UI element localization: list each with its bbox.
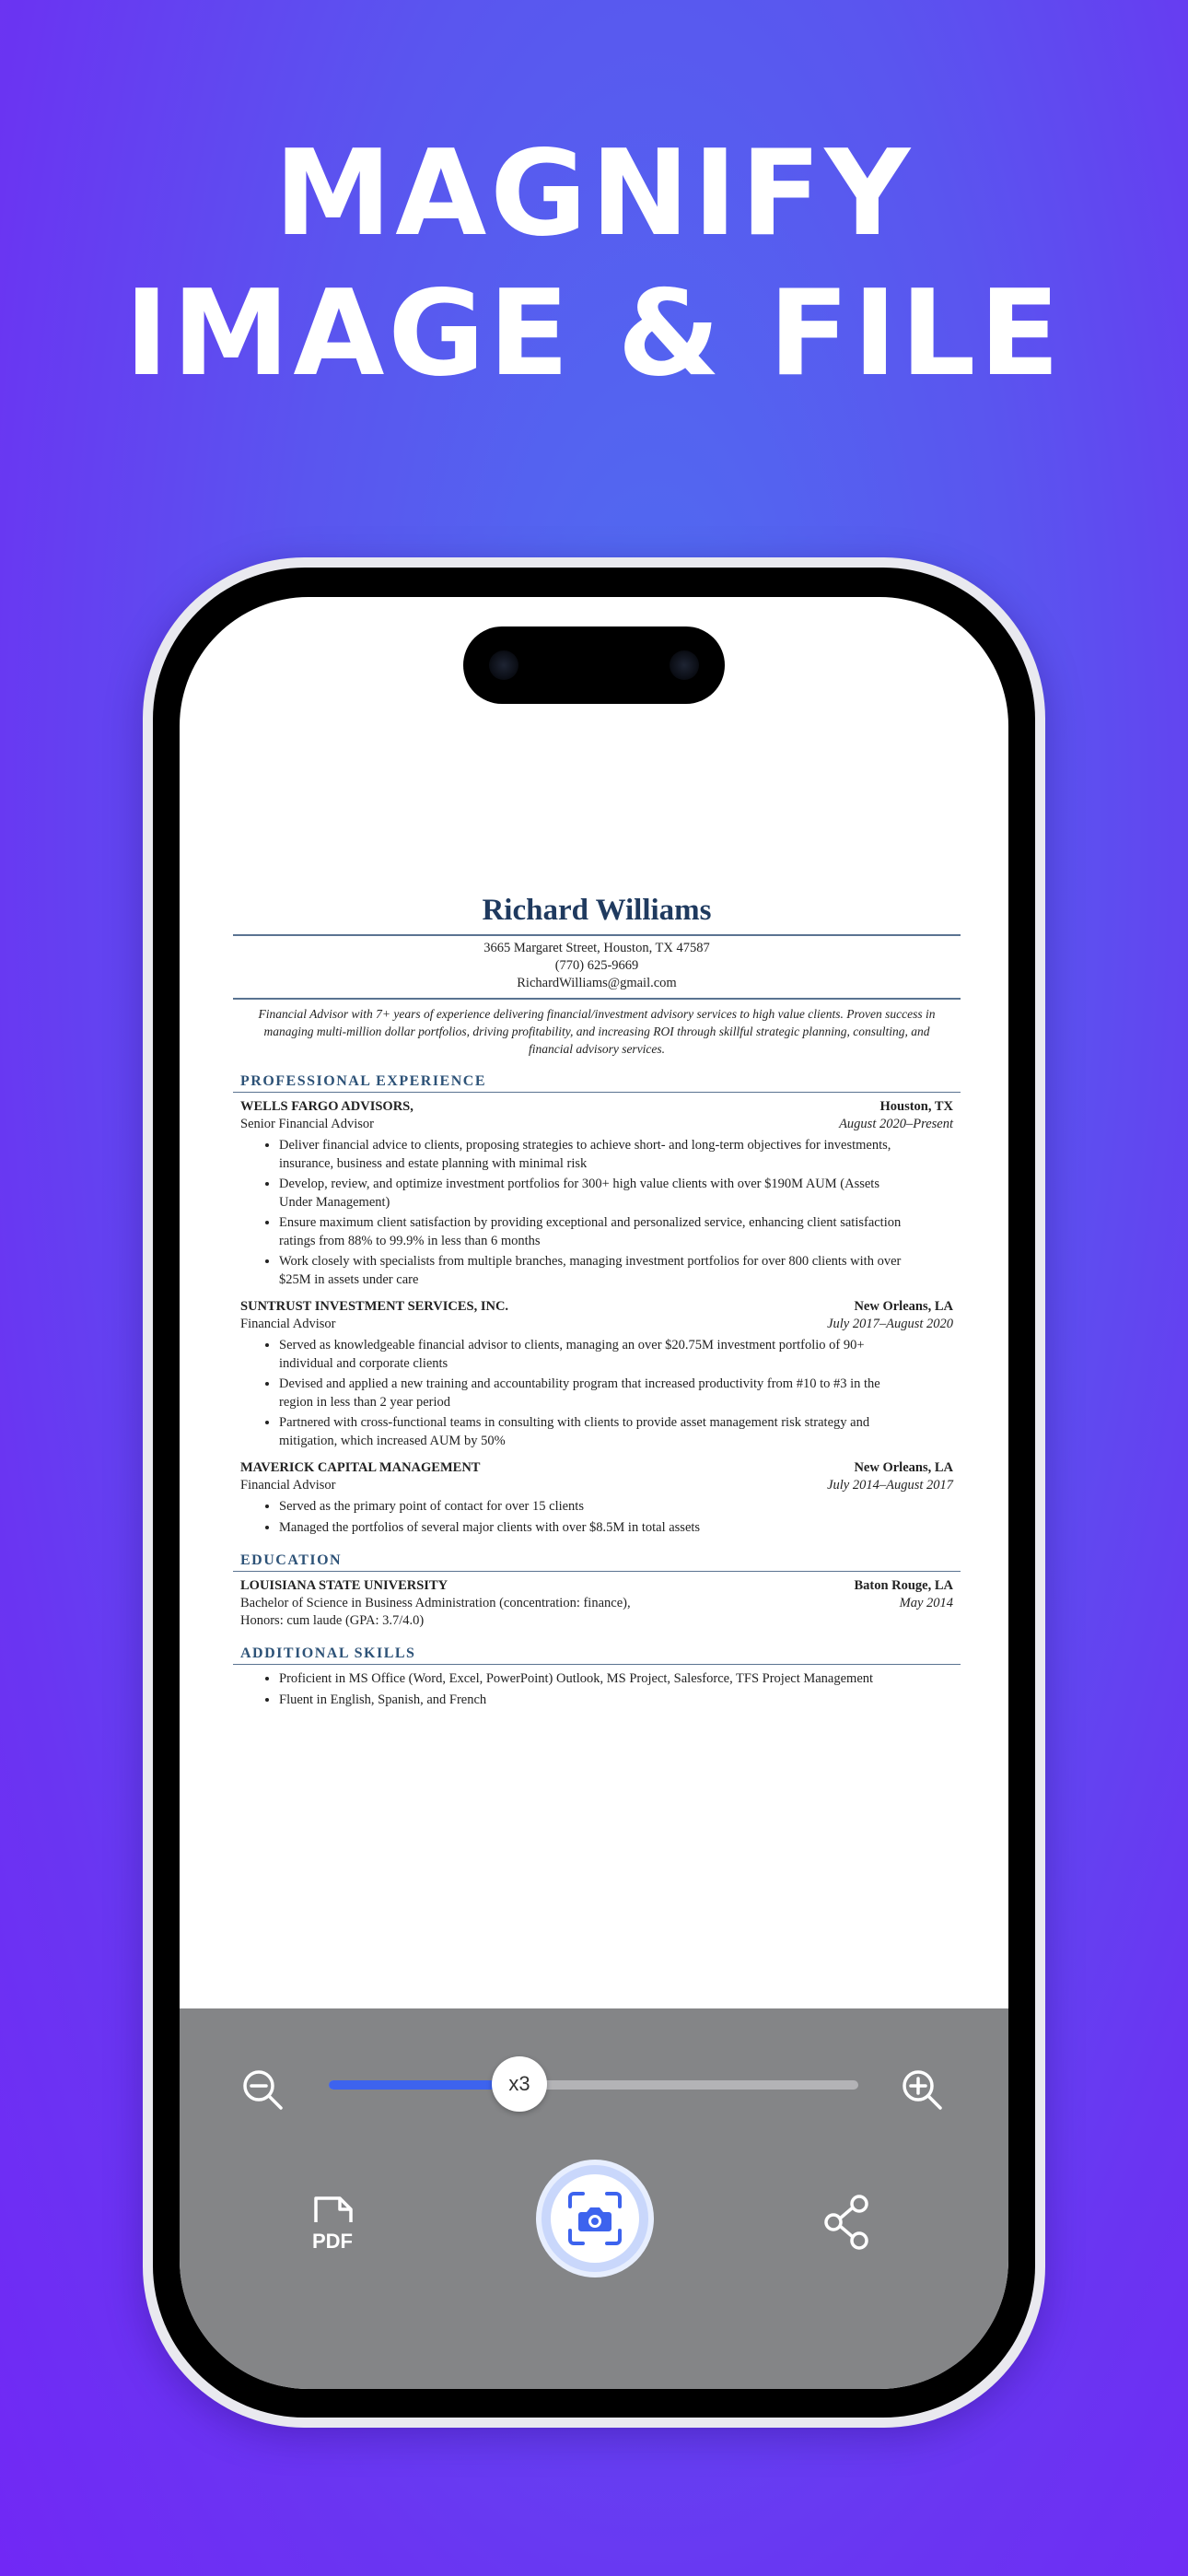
resume-document <box>233 892 961 1712</box>
skill-item: • Proficient in MS Office (Word, Excel, PowerPoint) Outlook, MS Project, Salesforce, TFS Project Management <box>279 1670 961 1689</box>
resume-summary: Financial Advisor with 7+ years of experience delivering financial/investment advisory services to high value clients. Proven success in managing multi-million dollar portfolios, driving profitability, and increasing ROI through skillful strategic planning, consulting, and financial advisory services. <box>258 1007 936 1056</box>
edu-school: LOUISIANA STATE UNIVERSITY <box>240 1578 448 1593</box>
job-bullet: • Deliver financial advice to clients, proposing strategies to achieve short- and long-term objectives for investments, insurance, business and estate planning with minimal risk <box>279 1137 961 1173</box>
job-entry <box>233 1298 961 1450</box>
section-divider <box>233 1571 961 1572</box>
job-entry <box>233 1098 961 1289</box>
edu-honors: Honors: cum laude (GPA: 3.7/4.0) <box>240 1613 425 1628</box>
job-bullet: • Devised and applied a new training and accountability program that increased productivity from #10 to #3 in the region in less than 2 year period <box>279 1376 961 1411</box>
zoom-slider-handle[interactable] <box>492 2056 547 2112</box>
section-heading-education: EDUCATION <box>240 1552 343 1568</box>
headline-line-2: IMAGE & FILE <box>124 265 1064 403</box>
contact-address: 3665 Margaret Street, Houston, TX 47587 <box>483 941 710 955</box>
zoom-in-icon[interactable] <box>900 2067 944 2112</box>
edu-date: May 2014 <box>899 1596 953 1610</box>
job-title: Financial Advisor <box>240 1317 336 1331</box>
zoom-slider[interactable] <box>329 2080 858 2090</box>
zoom-level-label: x3 <box>508 2072 530 2095</box>
contact-phone: (770) 625-9669 <box>554 958 639 973</box>
share-button[interactable] <box>822 2193 874 2252</box>
camera-capture-icon <box>566 2190 623 2247</box>
magnifier-toolbar <box>180 2008 1008 2389</box>
job-bullet: • Work closely with specialists from multiple branches, managing investment portfolios for over 800 clients with over $25M in assets under care <box>279 1253 961 1289</box>
job-dates: August 2020–Present <box>839 1117 953 1131</box>
headline-line-1: MAGNIFY <box>274 125 914 263</box>
job-org: MAVERICK CAPITAL MANAGEMENT <box>240 1460 481 1475</box>
divider <box>233 934 961 936</box>
job-location: Houston, TX <box>879 1099 953 1114</box>
job-dates: July 2014–August 2017 <box>827 1478 953 1493</box>
zoom-slider-fill <box>329 2080 519 2090</box>
job-bullets <box>233 1137 961 1289</box>
job-title: Senior Financial Advisor <box>240 1117 374 1131</box>
job-bullets <box>233 1498 961 1537</box>
capture-button-inner <box>551 2174 639 2263</box>
section-heading-experience: PROFESSIONAL EXPERIENCE <box>240 1073 486 1089</box>
pdf-icon <box>309 2193 364 2257</box>
front-camera-icon <box>489 650 518 680</box>
headline <box>0 124 1188 404</box>
section-divider <box>233 1092 961 1093</box>
job-bullet: • Served as the primary point of contact for over 15 clients <box>279 1498 961 1516</box>
job-dates: July 2017–August 2020 <box>827 1317 953 1331</box>
divider <box>233 998 961 1000</box>
skill-item: • Fluent in English, Spanish, and French <box>279 1692 961 1710</box>
pdf-label: PDF <box>312 2230 353 2253</box>
zoom-out-icon[interactable] <box>240 2067 285 2112</box>
job-location: New Orleans, LA <box>854 1460 953 1475</box>
share-icon <box>822 2193 874 2252</box>
job-org: WELLS FARGO ADVISORS, <box>240 1099 413 1114</box>
edu-location: Baton Rouge, LA <box>854 1578 953 1593</box>
section-divider <box>233 1664 961 1665</box>
pdf-button[interactable] <box>309 2193 364 2257</box>
job-bullet: • Served as knowledgeable financial advisor to clients, managing an over $20.75M investment portfolio of 90+ individual and corporate clients <box>279 1337 961 1373</box>
contact-block <box>233 940 961 992</box>
resume-name: Richard Williams <box>482 894 712 927</box>
job-title: Financial Advisor <box>240 1478 336 1493</box>
skills-list <box>233 1670 961 1709</box>
job-bullet: • Ensure maximum client satisfaction by providing exceptional and personalized service, enhancing client satisfaction ratings from 88% to 99.9% in less than 6 months <box>279 1214 961 1250</box>
sensor-icon <box>670 650 699 680</box>
job-bullet: • Develop, review, and optimize investment portfolios for 300+ high value clients with over $190M AUM (Assets Under Management) <box>279 1176 961 1212</box>
section-heading-skills: ADDITIONAL SKILLS <box>240 1645 416 1661</box>
job-entry <box>233 1459 961 1537</box>
job-bullets <box>233 1337 961 1450</box>
job-bullet: • Partnered with cross-functional teams in consulting with clients to provide asset management risk strategy and mitigation, which increased AUM by 50% <box>279 1414 961 1450</box>
edu-degree: Bachelor of Science in Business Administration (concentration: finance), <box>240 1596 631 1610</box>
dynamic-island <box>463 626 725 704</box>
phone-screen <box>180 597 1008 2389</box>
job-bullet: • Managed the portfolios of several major clients with over $8.5M in total assets <box>279 1519 961 1538</box>
capture-button[interactable] <box>536 2160 654 2277</box>
job-location: New Orleans, LA <box>854 1299 953 1314</box>
job-org: SUNTRUST INVESTMENT SERVICES, INC. <box>240 1299 509 1314</box>
contact-email: RichardWilliams@gmail.com <box>517 976 677 990</box>
